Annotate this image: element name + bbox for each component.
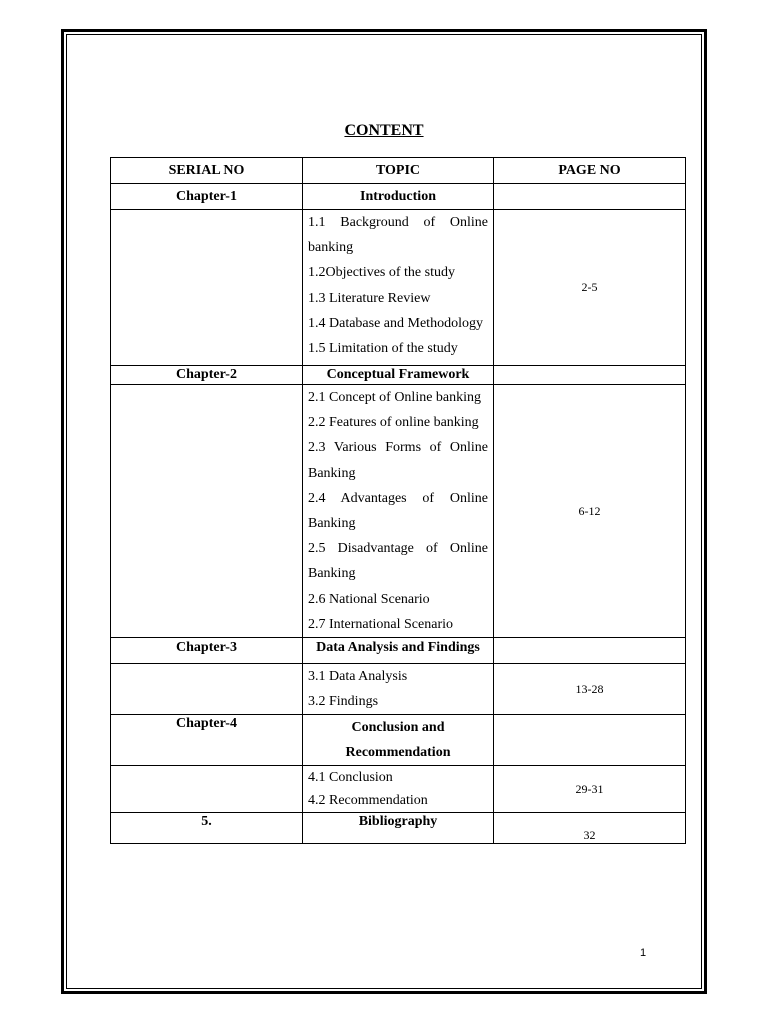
list-item: 2.6 National Scenario: [308, 591, 430, 607]
list-item: 2.7 International Scenario: [308, 616, 454, 632]
chapter-page-empty: [494, 184, 686, 210]
chapter-title: Bibliography: [303, 813, 494, 844]
page-range: 32: [494, 813, 686, 844]
serial-empty: [111, 210, 303, 366]
list-item: 1.1 Background of Online banking: [308, 215, 488, 256]
chapter-serial: Chapter-4: [111, 715, 303, 766]
chapter-items-row: [111, 766, 686, 813]
chapter-title: Introduction: [303, 184, 494, 210]
chapter-items-row: [111, 664, 686, 715]
list-item: 3.1 Data Analysis: [308, 669, 408, 685]
page-range: 6-12: [494, 385, 686, 638]
chapter-row: [111, 184, 686, 210]
page-range: 13-28: [494, 664, 686, 715]
header-page-no: PAGE NO: [494, 158, 686, 184]
list-item: 1.3 Literature Review: [308, 290, 431, 306]
list-item: 3.2 Findings: [308, 694, 379, 710]
chapter-page-empty: [494, 715, 686, 766]
serial-empty: [111, 385, 303, 638]
serial-empty: [111, 664, 303, 715]
chapter-page-empty: [494, 366, 686, 385]
chapter-title: Conclusion and Recommendation: [303, 715, 494, 766]
chapter-items-row: [111, 385, 686, 638]
chapter-serial: Chapter-3: [111, 638, 303, 664]
chapter-items: [303, 766, 494, 813]
page-number: 1: [640, 947, 647, 959]
list-item: 1.4 Database and Methodology: [308, 315, 483, 331]
contents-table: [110, 157, 686, 844]
list-item: 2.2 Features of online banking: [308, 415, 479, 431]
list-item: 1.5 Limitation of the study: [308, 341, 458, 357]
page-range: 29-31: [494, 766, 686, 813]
list-item: 4.1 Conclusion: [308, 770, 393, 786]
bibliography-row: [111, 813, 686, 844]
chapter-serial: Chapter-2: [111, 366, 303, 385]
chapter-items: [303, 664, 494, 715]
chapter-title: Conceptual Framework: [303, 366, 494, 385]
list-item: 1.2Objectives of the study: [308, 265, 455, 281]
list-item: 2.5 Disadvantage of Online Banking: [308, 541, 488, 582]
document-title: CONTENT: [344, 122, 424, 139]
chapter-items: [303, 210, 494, 366]
list-item: 2.1 Concept of Online banking: [308, 390, 482, 405]
chapter-row: [111, 715, 686, 766]
header-serial-no: SERIAL NO: [111, 158, 303, 184]
page-range: 2-5: [494, 210, 686, 366]
table-header-row: [111, 158, 686, 184]
chapter-serial: 5.: [111, 813, 303, 844]
chapter-row: [111, 638, 686, 664]
chapter-title: Data Analysis and Findings: [303, 638, 494, 664]
chapter-items: [303, 385, 494, 638]
list-item: 4.2 Recommendation: [308, 793, 428, 809]
chapter-serial: Chapter-1: [111, 184, 303, 210]
header-topic: TOPIC: [303, 158, 494, 184]
list-item: 2.4 Advantages of Online Banking: [308, 490, 488, 532]
list-item: 2.3 Various Forms of Online Banking: [308, 440, 488, 481]
chapter-row: [111, 366, 686, 385]
serial-empty: [111, 766, 303, 813]
chapter-items-row: [111, 210, 686, 366]
chapter-page-empty: [494, 638, 686, 664]
